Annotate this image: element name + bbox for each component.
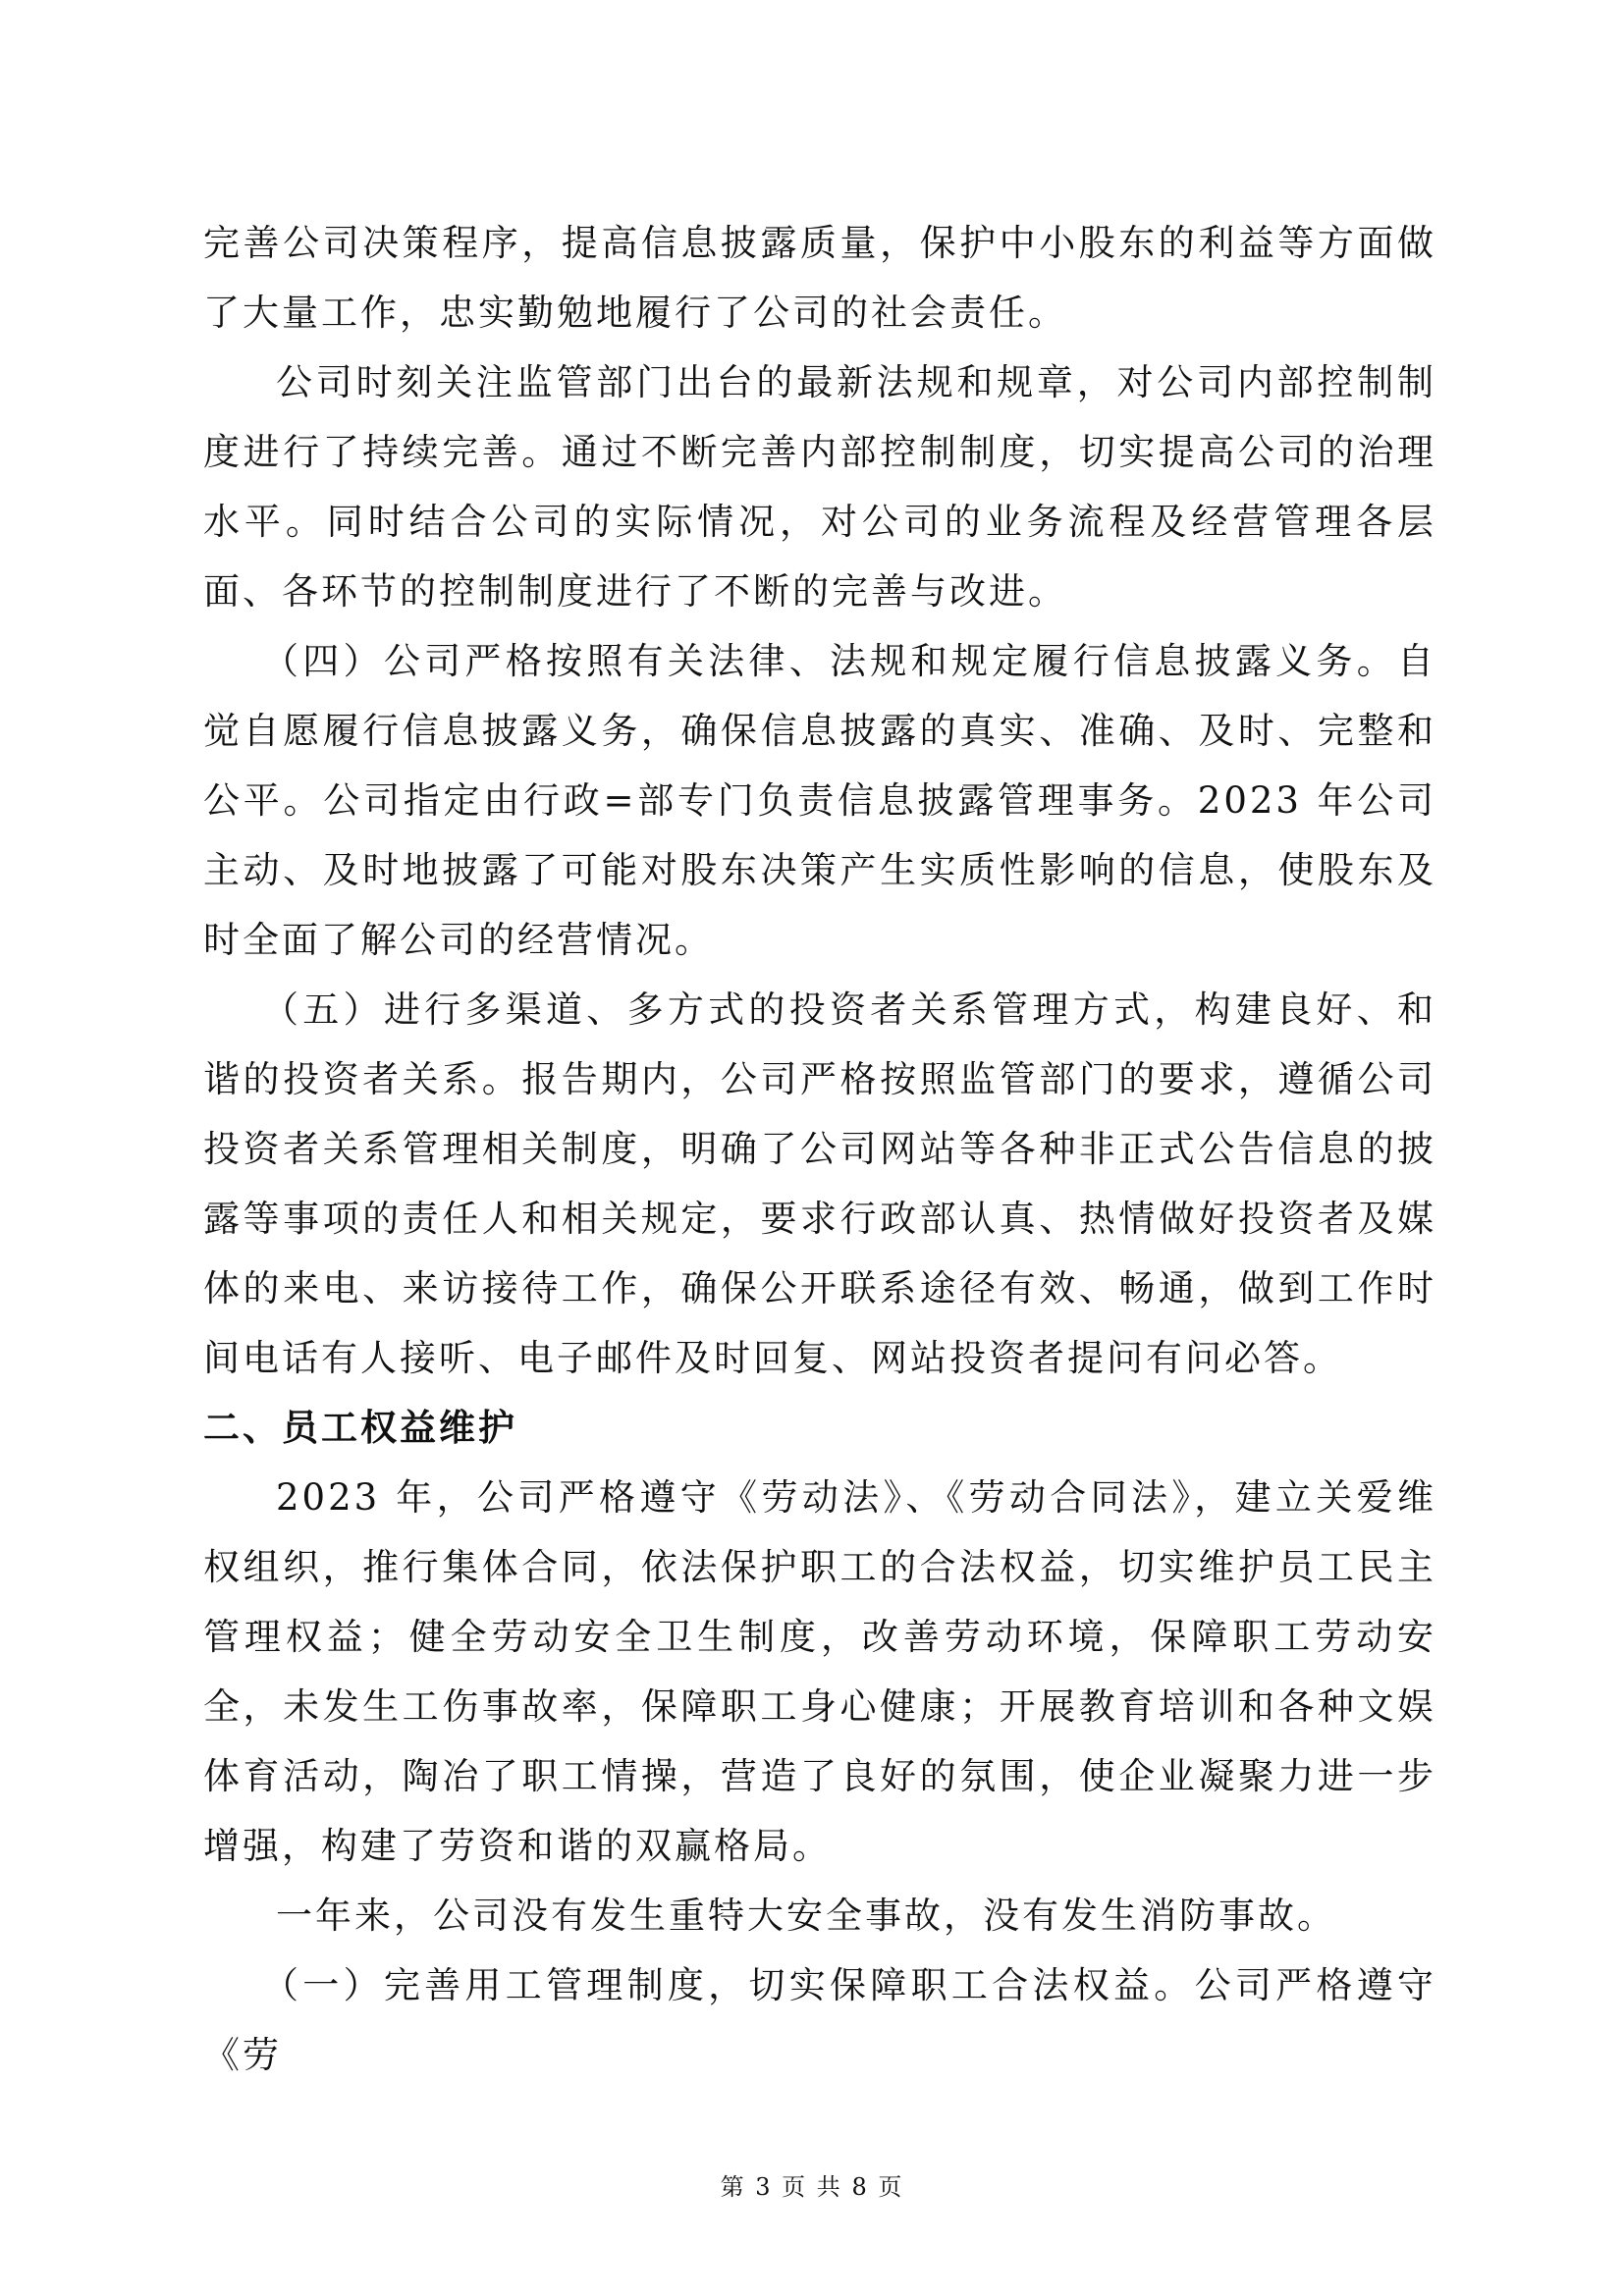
paragraph-investor-relations: （五）进行多渠道、多方式的投资者关系管理方式，构建良好、和谐的投资者关系。报告期内，公司严格按照监管部门的要求，遵循公司投资者关系管理相关制度，明确了公司网站等各种非正式公告信息的披露等事项的责任人和相关规定，要求行政部认真、热情做好投资者及媒体的来电、来访接待工作，确保公开联系途径有效、畅通，做到工作时间电话有人接听、电子邮件及时回复、网站投资者提问有问必答。 — [203, 988, 1436, 1379]
page-body — [203, 208, 1436, 2090]
paragraph-employment-management: （一）完善用工管理制度，切实保障职工合法权益。公司严格遵守《劳 — [203, 1964, 1436, 2076]
paragraph-continuation: 完善公司决策程序，提高信息披露质量，保护中小股东的利益等方面做了大量工作，忠实勤勉地履行了公司的社会责任。 — [203, 222, 1436, 334]
page-number-footer: 第 3 页 共 8 页 — [720, 2173, 904, 2201]
section-heading-employee-rights: 二、员工权益维护 — [203, 1407, 517, 1449]
paragraph-disclosure: （四）公司严格按照有关法律、法规和规定履行信息披露义务。自觉自愿履行信息披露义务，确保信息披露的真实、准确、及时、完整和公平。公司指定由行政=部专门负责信息披露管理事务。2023 年公司主动、及时地披露了可能对股东决策产生实质性影响的信息，使股东及时全面了解公司的经营情况。 — [203, 640, 1436, 961]
paragraph-internal-control: 公司时刻关注监管部门出台的最新法规和规章，对公司内部控制制度进行了持续完善。通过不断完善内部控制制度，切实提高公司的治理水平。同时结合公司的实际情况，对公司的业务流程及经营管理各层面、各环节的控制制度进行了不断的完善与改进。 — [203, 361, 1436, 613]
paragraph-safety: 一年来，公司没有发生重特大安全事故，没有发生消防事故。 — [276, 1895, 1336, 1937]
paragraph-labor-law: 2023 年，公司严格遵守《劳动法》、《劳动合同法》，建立关爱维权组织，推行集体合同，依法保护职工的合法权益，切实维护员工民主管理权益；健全劳动安全卫生制度，改善劳动环境，保障职工劳动安全，未发生工伤事故率，保障职工身心健康；开展教育培训和各种文娱体育活动，陶冶了职工情操，营造了良好的氛围，使企业凝聚力进一步增强，构建了劳资和谐的双赢格局。 — [203, 1476, 1436, 1867]
